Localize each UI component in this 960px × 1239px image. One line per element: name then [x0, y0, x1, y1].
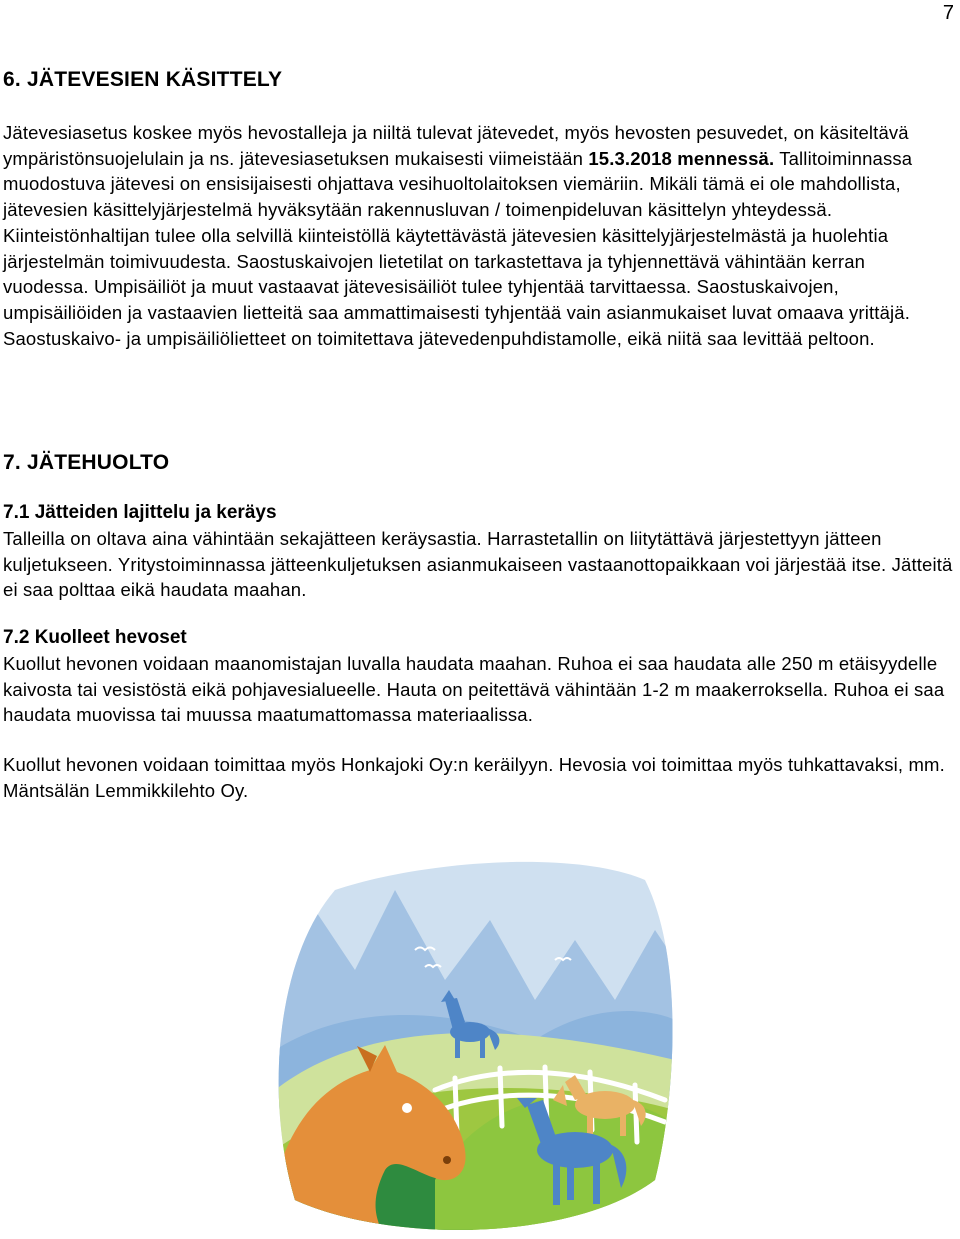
section-7-heading: 7. JÄTEHUOLTO	[3, 451, 170, 474]
deadline-date: 15.3.2018 mennessä.	[588, 147, 775, 169]
section-7-1-heading: 7.1 Jätteiden lajittelu ja keräys	[3, 502, 277, 523]
section-6-text-a: Jätevesiasetus koskee myös hevostalleja ja niiltä tulevat jätevedet, myös hevosten pesuvedet, on käsiteltävä ympäristönsuojelulain ja ns. jätevesiasetuksen mukaisesti viimeistään	[3, 122, 909, 169]
section-7-2-paragraph: Kuollut hevonen voidaan maanomistajan luvalla haudata maahan. Ruhoa ei saa haudata alle 250 m etäisyydelle kaivosta tai vesistöstä eikä pohjavesialueelle. Hauta on peitettävä vähintään 1-2 m maakerroksella. Ruhoa ei saa haudata muovissa tai muussa maatumattomassa materiaalissa.	[3, 653, 945, 726]
section-7-2-heading: 7.2 Kuolleet hevoset	[3, 627, 187, 648]
section-6-text-b: Tallitoiminnassa muodostuva jätevesi on ensisijaisesti ohjattava vesihuoltolaitoksen viemäriin. Mikäli tämä ei ole mahdollista, jätevesien käsittelyjärjestelmä hyväksytään rakennusluvan / toimenpideluvan käsittelyn yhteydessä. Kiinteistönhaltijan tulee olla selvillä kiinteistöllä käytettävästä jätevesien käsittelyjärjestelmästä ja huolehtia järjestelmän toimivuudesta. Saostuskaivojen lietetilat on tarkastettava ja tyhjennettävä vähintään kerran vuodessa. Umpisäiliöt ja muut vastaavat jätevesisäiliöt tulee tyhjentää tarvittaessa. Saostuskaivojen, umpisäiliöiden ja vastaavien lietteitä saa ammattimaisesti tyhjentää vain asianmukaiset luvat omaava yrittäjä. Saostuskaivo- ja umpisäiliölietteet on toimitettava jätevedenpuhdistamolle, eikä niitä saa levittää peltoon.	[3, 147, 913, 349]
section-6-heading: 6. JÄTEVESIEN KÄSITTELY	[3, 68, 283, 91]
horses-pasture-illustration	[275, 850, 675, 1235]
page-number: 7	[942, 2, 954, 24]
section-7-1-paragraph: Talleilla on oltava aina vähintään sekajätteen keräysastia. Harrastetallin on liitytättävä järjestettyyn jätteen kuljetukseen. Yritystoiminnassa jätteenkuljetuksen asianmukaiseen vastaanottopaikkaan voi järjestää itse. Jätteitä ei saa polttaa eikä haudata maahan.	[3, 528, 953, 601]
section-7-2-paragraph-2: Kuollut hevonen voidaan toimittaa myös Honkajoki Oy:n keräilyyn. Hevosia voi toimittaa myös tuhkattavaksi, mm. Mäntsälän Lemmikkilehto Oy.	[3, 754, 945, 801]
section-6-paragraph	[3, 120, 955, 351]
